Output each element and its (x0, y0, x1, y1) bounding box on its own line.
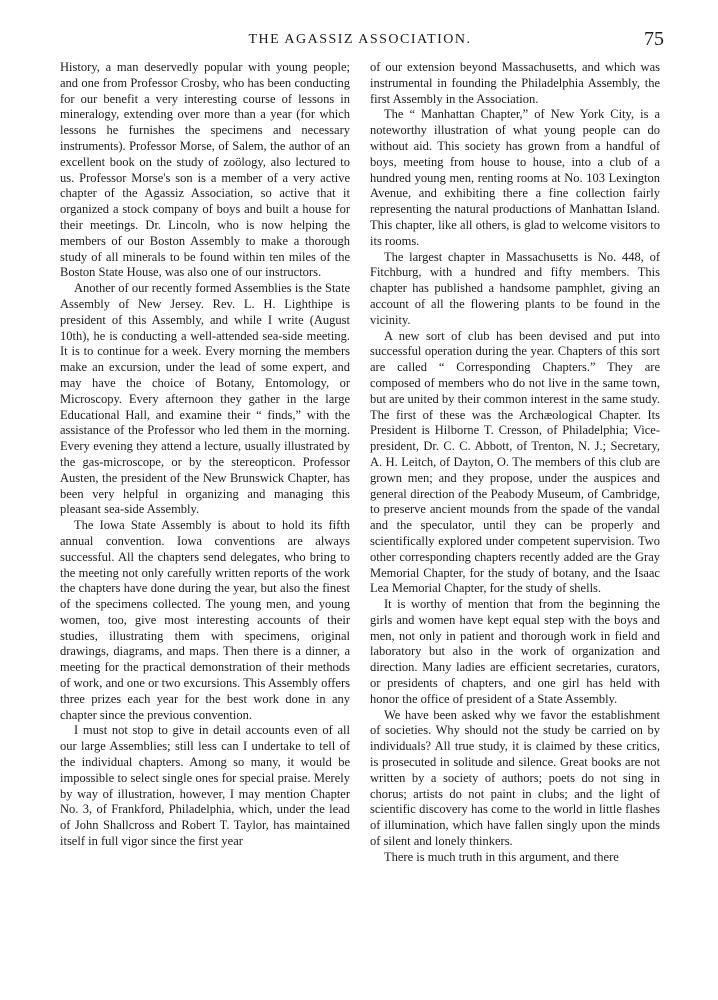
paragraph: Another of our recently formed Assemblies is the State Assembly of New Jersey. Rev. L. H. Lighthipe is president of this Assembly, and while I write (August 10th), he is conducting a well-attended sea-side meeting. It is to continue for a week. Every morning the members make an excursion, under the lead of some expert, and may have the choice of Botany, Entomology, or Microscopy. Every afternoon they gather in the large Educational Hall, and examine their “ finds,” with the assistance of the Professor who led them in the morning. Every evening they attend a lecture, usually illustrated by the gas-microscope, or by the stereopticon. Professor Austen, the president of the New Brunswick Chapter, has been very helpful in organizing and managing this pleasant sea-side Assembly. (60, 281, 350, 517)
paragraph: There is much truth in this argument, and there (384, 849, 619, 864)
paragraph: The “ Manhattan Chapter,” of New York City, is a noteworthy illustration of what young people can do without aid. This society has grown from a handful of boys, meeting from house to house, into a club of a hundred young men, renting rooms at No. 103 Lexington Avenue, and exhibiting there a fine collection fairly representing the natural productions of Manhattan Island. This chapter, like all others, is glad to welcome visitors to its rooms. (370, 107, 660, 248)
paragraph: of our extension beyond Massachusetts, and which was instrumental in founding the Philadelphia Assembly, the first Assembly in the Association. (370, 60, 660, 106)
paragraph: A new sort of club has been devised and put into successful operation during the year. Chapters of this sort are called “ Corresponding Chapters.” They are composed of members who do not live in the same town, but are united by their common interest in the same study. The first of these was the Archæological Chapter. Its President is Hilborne T. Cresson, of Philadelphia; Vice-president, Dr. C. C. Abbott, of Trenton, N. J.; Secretary, A. H. Leitch, of Dayton, O. The members of this club are grown men; and they propose, under the auspices and general direction of the Peabody Museum, of Cambridge, to preserve ancient mounds from the spade of the vandal and the speculator, until they can be properly and scientifically explored under competent supervision. Two other corresponding chapters recently added are the Gray Memorial Chapter, for the study of botany, and the Isaac Lea Memorial Chapter, for the study of shells. (370, 328, 660, 596)
page-number: 75 (644, 28, 664, 50)
right-text-column (370, 60, 660, 866)
running-title: THE AGASSIZ ASSOCIATION. (248, 32, 472, 47)
paragraph: We have been asked why we favor the establishment of societies. Why should not the study be carried on by individuals? All true study, it is claimed by these critics, is prosecuted in solitude and silence. Great books are not written by a society of authors; poets do not sing in chorus; artists do not paint in clubs; and the light of scientific discovery has come to the world in little flashes of illumination, which have fallen singly upon the minds of silent and lonely thinkers. (370, 707, 660, 849)
paragraph: I must not stop to give in detail accounts even of all our large Assemblies; still less can I undertake to tell of the individual chapters. Among so many, it would be impossible to select single ones for special praise. Merely by way of illustration, however, I may mention Chapter No. 3, of Frankford, Philadelphia, which, under the lead of John Shallcross and Robert T. Taylor, has maintained itself in full vigor since the first year (60, 723, 350, 849)
paragraph: History, a man deservedly popular with young people; and one from Professor Crosby, who has been conducting for our benefit a very interesting course of lessons in mineralogy, extending over more than a year (for which lessons he furnishes the specimens and necessary instruments). Professor Morse, of Salem, the author of an excellent book on the study of zoölogy, also lectured to us. Professor Morse's son is a member of a very active chapter of the Agassiz Association, so active that it organized a stock company of boys and built a house for their meetings. Dr. Lincoln, who is now helping the members of our Boston Assembly to make a thorough study of all minerals to be found within ten miles of the Boston State House, was also one of our instructors. (60, 60, 350, 280)
running-header (60, 28, 664, 54)
paragraph: The Iowa State Assembly is about to hold its fifth annual convention. Iowa conventions are always successful. All the chapters send delegates, who bring to the meeting not only carefully written reports of the work the chapters have done during the year, but also the finest of the specimens collected. The young men, and young women, too, give most interesting accounts of their studies, illustrating them with specimens, original drawings, diagrams, and maps. Then there is a dinner, a meeting for the practical demonstration of their methods of work, and one or two excursions. This Assembly offers three prizes each year for the best work done in any chapter since the previous convention. (60, 518, 350, 722)
paragraph: It is worthy of mention that from the beginning the girls and women have kept equal step with the boys and men, not only in patient and thorough work in field and laboratory but also in the work of organization and direction. Many ladies are efficient secretaries, curators, or presidents of chapters, and one girl has held with honor the office of president of a State Assembly. (370, 597, 660, 706)
paragraph: The largest chapter in Massachusetts is No. 448, of Fitchburg, with a hundred and fifty members. This chapter has published a handsome pamphlet, giving an account of all the flowering plants to be found in the vicinity. (370, 249, 660, 327)
left-text-column (60, 60, 350, 850)
